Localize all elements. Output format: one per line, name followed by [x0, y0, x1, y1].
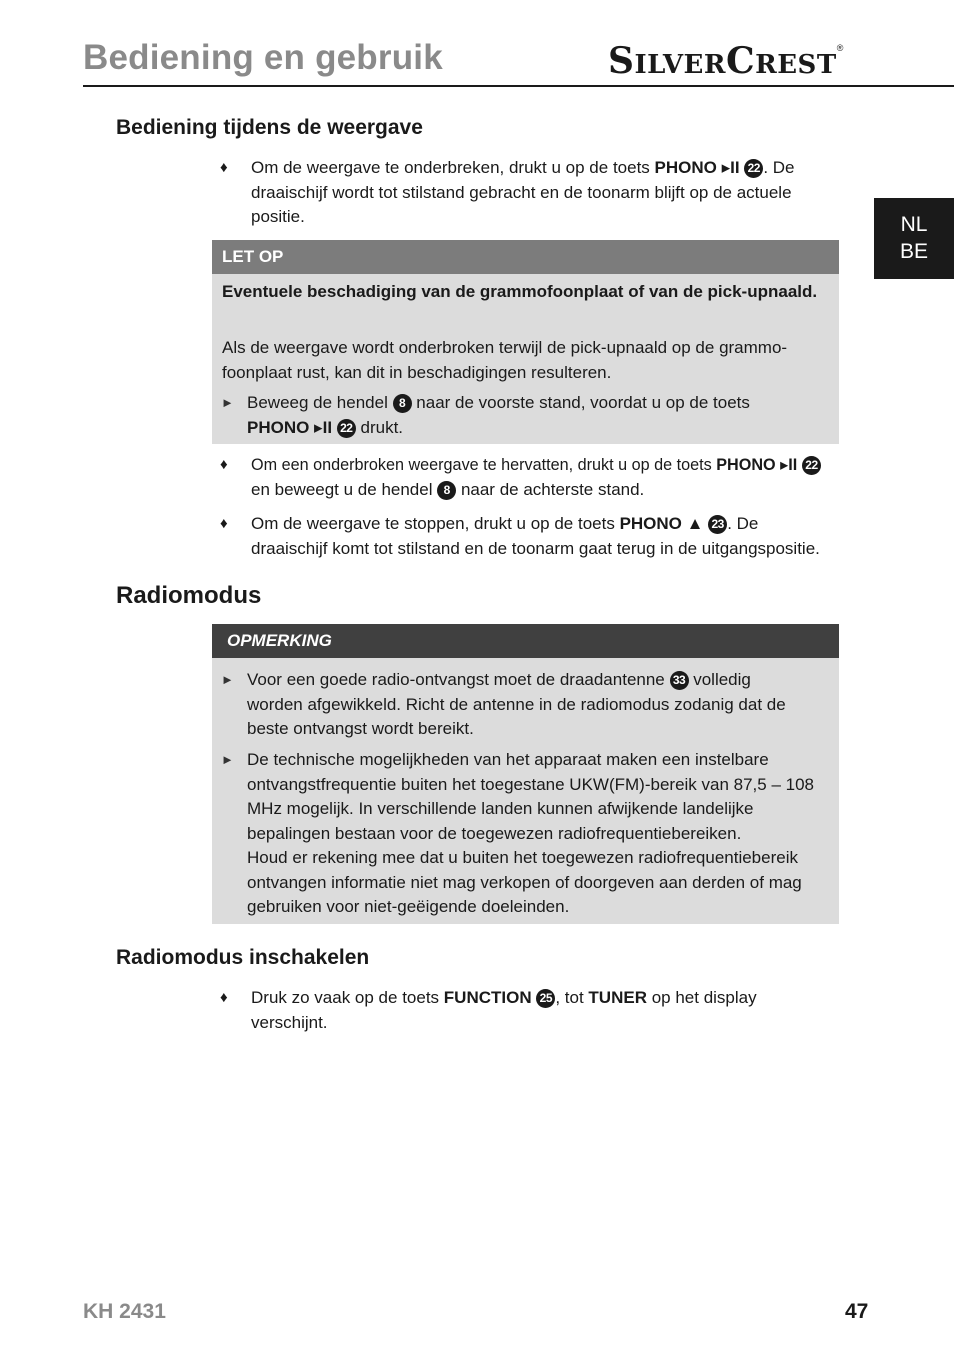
callout-number: 8: [393, 394, 412, 413]
callout-number: 25: [536, 989, 555, 1008]
tuner-display-word: TUNER: [588, 988, 647, 1007]
phono-play-pause-key: PHONO ▸II: [716, 456, 798, 474]
warning-bold-text: Eventuele beschadiging van de grammofoonplaat of van de pick-upnaald.: [222, 282, 818, 301]
bullet-icon: ♦: [220, 159, 228, 176]
phono-stop-key: PHONO ▲: [619, 514, 704, 533]
model-number: KH 2431: [83, 1300, 166, 1323]
page-number: 47: [845, 1300, 869, 1323]
note-item: Voor een goede radio-ontvangst moet de draadantenne 33 volledig worden afgewikkeld. Richt de antenne in de radiomodus zodanig dat de beste ontvangst wordt bereikt.: [247, 670, 786, 738]
bullet-icon: ♦: [220, 456, 228, 473]
warning-label: LET OP: [212, 240, 839, 274]
callout-number: 23: [708, 515, 727, 534]
function-key: FUNCTION: [443, 988, 532, 1007]
page-title: Bediening en gebruik: [83, 38, 443, 77]
brand-logo: SILVERCREST®: [608, 40, 844, 82]
section-heading-radio: Radiomodus: [116, 582, 262, 609]
callout-number: 22: [337, 419, 356, 438]
list-item: Om de weergave te onderbreken, drukt u op de toets PHONO ▸II 22 . De draaischijf wordt tot stilstand gebracht en de toonarm blijft op de actuele positie.: [251, 158, 795, 226]
callout-number: 8: [437, 481, 456, 500]
arrow-icon: ►: [221, 752, 234, 767]
note-item: De technische mogelijkheden van het apparaat maken een instelbare ontvangstfrequentie buiten het toegestane UKW(FM)-bereik van 87,5 – 108 MHz mogelijk. In verschillende landen kunnen afwijkende landelijke bepalingen bestaan voor de toegewezen radiofrequentiebereiken. Houd er rekening mee dat u buiten het toegewezen radiofrequentiebereik ontvangen informatie niet mag verkopen of doorgeven aan derden of mag gebruiken voor niet-geëigende doeleinden.: [247, 750, 815, 916]
callout-number: 22: [802, 456, 821, 475]
phono-play-pause-key: PHONO ▸II: [654, 158, 740, 177]
language-code-nl: NL: [900, 213, 928, 236]
note-box: [212, 624, 839, 924]
bullet-icon: ♦: [220, 515, 228, 532]
language-tab: [874, 198, 954, 279]
warning-box: [212, 240, 839, 444]
callout-number: 33: [670, 671, 689, 690]
arrow-icon: ►: [221, 672, 234, 687]
note-label: OPMERKING: [212, 624, 839, 658]
arrow-icon: ►: [221, 395, 234, 410]
section-heading-radio-on: Radiomodus inschakelen: [116, 946, 370, 969]
callout-number: 22: [744, 159, 763, 178]
bullet-icon: ♦: [220, 989, 228, 1006]
language-code-be: BE: [899, 240, 928, 263]
warning-step: Beweeg de hendel 8 naar de voorste stand, voordat u op de toets PHONO ▸II 22 drukt.: [247, 393, 750, 437]
warning-text: Als de weergave wordt onderbroken terwijl de pick-upnaald op de grammo-foonplaat rust, kan dit in beschadigingen resulteren.: [222, 338, 788, 382]
list-item: Druk zo vaak op de toets FUNCTION 25 , tot TUNER op het display verschijnt.: [251, 988, 757, 1032]
section-heading-playback: Bediening tijdens de weergave: [116, 116, 423, 139]
list-item: Om een onderbroken weergave te hervatten, drukt u op de toets PHONO ▸II 22 en beweegt u de hendel 8 naar de achterste stand.: [251, 453, 851, 502]
phono-play-pause-key: PHONO ▸II: [247, 417, 333, 437]
header-rule: [83, 85, 954, 87]
list-item: Om de weergave te stoppen, drukt u op de toets PHONO ▲ 23 . De draaischijf komt tot stilstand en de toonarm gaat terug in de uitgangspositie.: [251, 514, 820, 558]
